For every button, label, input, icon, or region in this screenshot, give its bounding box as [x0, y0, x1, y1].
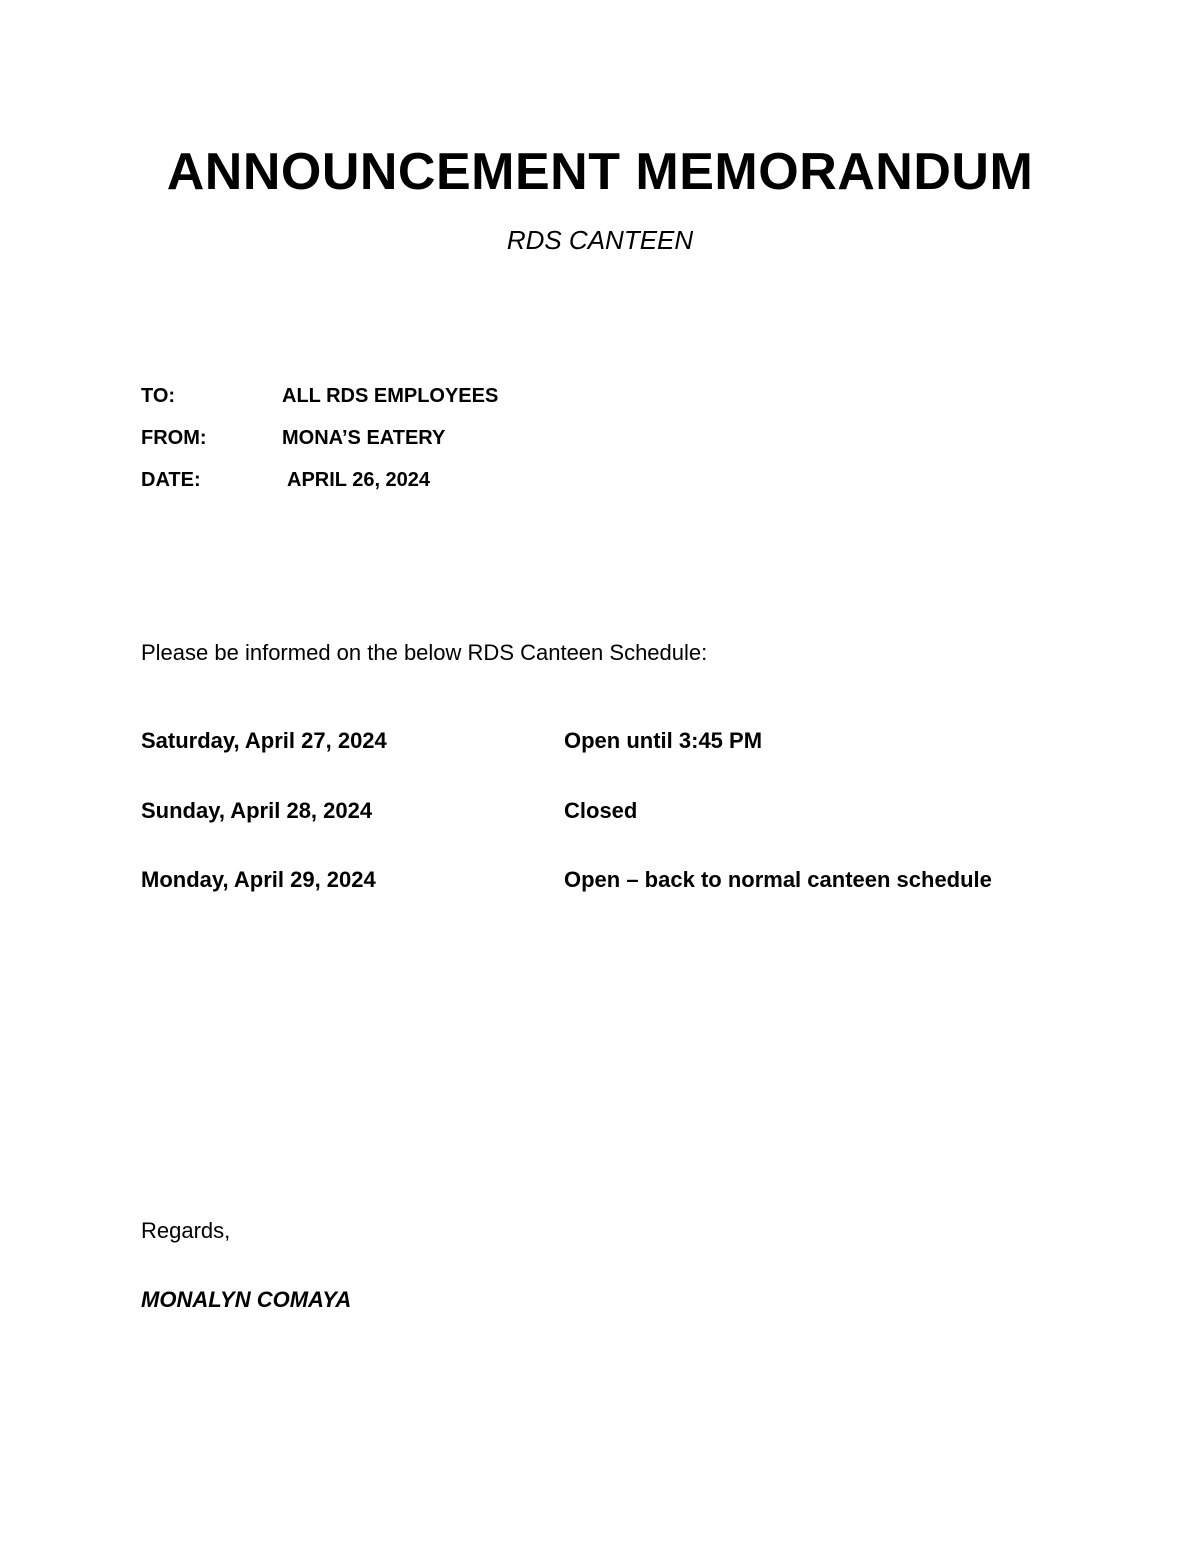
date-value: APRIL 26, 2024: [287, 469, 431, 491]
schedule-day: Sunday, April 28, 2024: [141, 798, 373, 823]
memo-title: ANNOUNCEMENT MEMORANDUM: [166, 143, 1034, 201]
from-value: MONA’S EATERY: [282, 427, 446, 449]
to-value: ALL RDS EMPLOYEES: [282, 385, 499, 407]
date-label: DATE:: [141, 469, 201, 491]
to-label: TO:: [141, 385, 176, 407]
from-label: FROM:: [141, 427, 207, 449]
schedule-status: Open – back to normal canteen schedule: [564, 867, 992, 892]
schedule-status: Closed: [564, 798, 638, 823]
signatory-name: MONALYN COMAYA: [141, 1287, 352, 1312]
schedule-day: Monday, April 29, 2024: [141, 867, 376, 892]
memo-subtitle: RDS CANTEEN: [506, 225, 694, 255]
schedule-day: Saturday, April 27, 2024: [141, 728, 387, 753]
intro-text: Please be informed on the below RDS Canteen Schedule:: [141, 640, 708, 665]
schedule-status: Open until 3:45 PM: [564, 728, 763, 753]
closing-regards: Regards,: [141, 1218, 231, 1243]
